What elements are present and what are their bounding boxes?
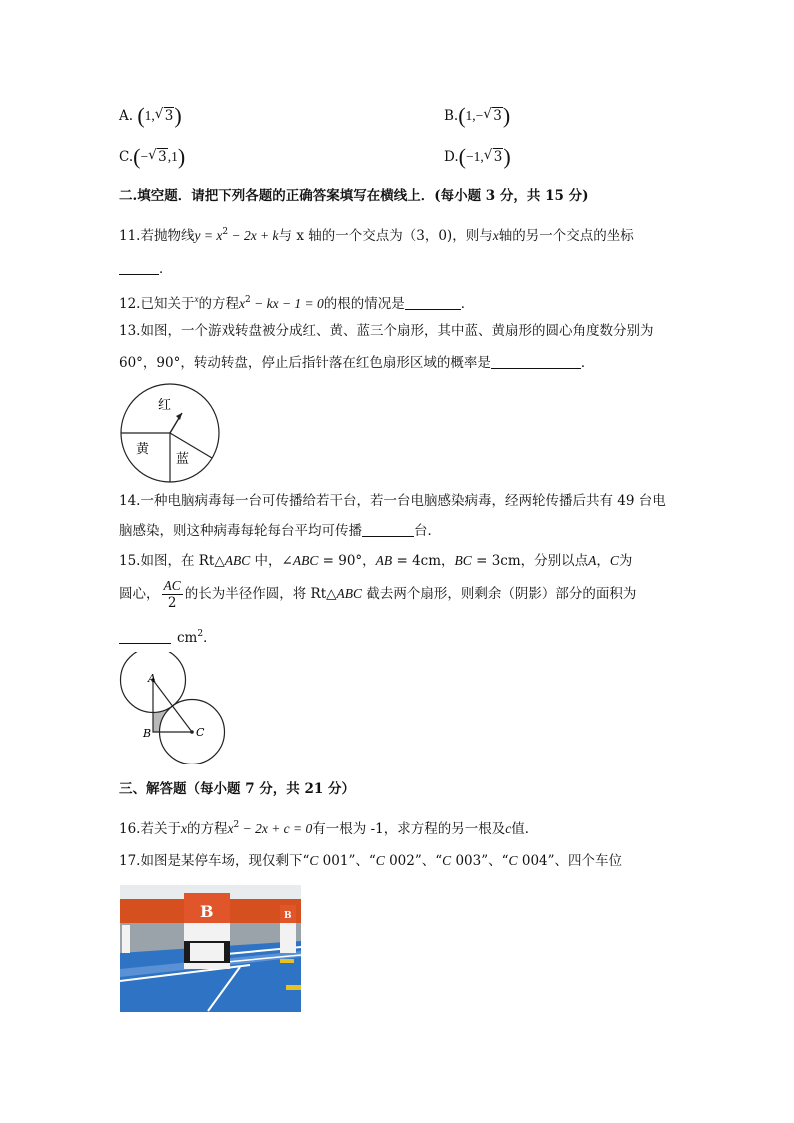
- answer-blank[interactable]: [405, 295, 461, 310]
- label-b: B: [143, 727, 152, 740]
- label-red: 红: [158, 398, 172, 413]
- answer-blank[interactable]: [491, 354, 581, 369]
- sign-b-small: B: [284, 911, 292, 921]
- triangle-circles-diagram: [116, 652, 228, 764]
- arrow-head-icon: [176, 413, 182, 420]
- label-c: C: [196, 726, 205, 739]
- question-13-line1: 13.如图，一个游戏转盘被分成红、黄、蓝三个扇形，其中蓝、黄扇形的圆心角度数分别为: [119, 323, 654, 339]
- answer-blank[interactable]: [119, 260, 159, 275]
- option-d: D.(−1,√ 3): [444, 147, 511, 167]
- question-11-answer: ．: [119, 259, 173, 279]
- question-14-line2: 脑感染，则这种病毒每轮每台平均可传播 台．: [119, 523, 441, 539]
- option-a: A. (1,√ 3): [119, 106, 182, 126]
- point-c: [190, 730, 194, 734]
- label-yellow: 黄: [136, 442, 150, 457]
- sign-b-large: B: [200, 902, 214, 921]
- option-b: B.(1,−√ 3): [444, 106, 510, 126]
- question-11: 11.若抛物线$y = x^2 - 2x + k$与 x 轴的一个交点为（3，0)，则与x轴的另一个交点的坐标: [119, 227, 634, 244]
- answer-blank[interactable]: [362, 522, 414, 537]
- question-15-line2: 圆心， $\frac{AC}{2}$ 的长为半径作圆，将 Rt△ABC 截去两个扇形，则剩余（阴影）部分的面积为: [119, 578, 637, 611]
- spinner-diagram: [120, 383, 222, 485]
- question-12: 12.已知关于$^x$的方程$x^2$ − kx − 1 = 0的根的情况是 ．: [119, 294, 475, 312]
- question-16: 16.若关于x的方程$x^2 - 2x + c = 0$有一根为 -1，求方程的另一根及c值．: [119, 820, 539, 837]
- option-c: C.(−√ 3,1): [119, 147, 185, 167]
- label-blue: 蓝: [176, 452, 190, 467]
- question-15-line1: 15.如图，在 Rt△ABC 中，∠ABC = 90°，AB = 4cm，BC = 3cm，分别以点A，C为: [119, 553, 633, 569]
- question-13-line2: 60°，90°，转动转盘，停止后指针落在红色扇形区域的概率是 ．: [119, 355, 595, 371]
- question-14-line1: 14.一种电脑病毒每一台可传播给若干台，若一台电脑感染病毒，经两轮传播后共有 49 台电: [119, 493, 666, 509]
- section2-header: 二.填空题．请把下列各题的正确答案填写在横线上．(每小题 3 分，共 15 分): [119, 188, 589, 204]
- parking-lot-photo: [120, 885, 301, 1012]
- question-15-answer: $cm^2$．: [119, 624, 217, 648]
- label-a: A: [148, 672, 156, 685]
- question-17: 17.如图是某停车场，现仅剩下“C 001”、“C 002”、“C 003”、“C 004”、四个车位: [119, 853, 623, 869]
- answer-blank[interactable]: [119, 629, 171, 644]
- section3-header: 三、解答题（每小题 7 分，共 21 分）: [119, 781, 355, 797]
